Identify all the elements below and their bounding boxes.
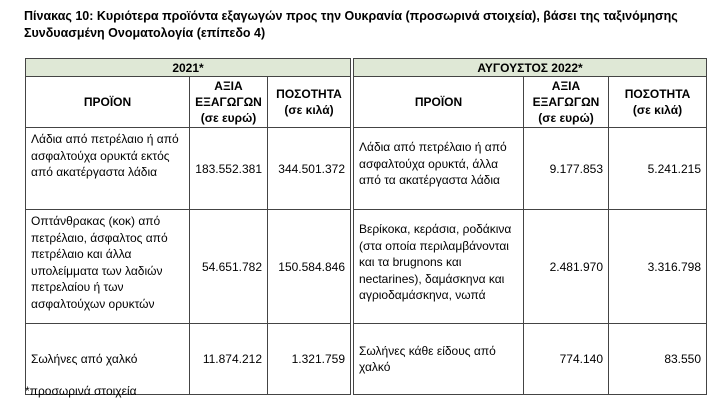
period-august-2022: ΑΥΓΟΥΣΤΟΣ 2022* bbox=[354, 59, 707, 77]
header-qty-right: ΠΟΣΟΤΗΤΑ (σε κιλά) bbox=[609, 77, 707, 128]
qty-right: 5.241.215 bbox=[609, 128, 707, 210]
table-row bbox=[26, 210, 707, 324]
product-right: Λάδια από πετρέλαιο ή από ασφαλτούχα ορυκτά, άλλα από τα ακατέργαστα λάδια bbox=[354, 128, 524, 210]
qty-left: 344.501.372 bbox=[268, 128, 351, 210]
product-right: Βερίκοκα, κεράσια, ροδάκινα (στα οποία περιλαμβάνονται και τα brugnons και nectarines), δαμάσκηνα και αγριοδαμάσκηνα, νωπά bbox=[354, 210, 524, 324]
value-left: 11.874.212 bbox=[190, 324, 268, 395]
product-left: Οπτάνθρακας (κοκ) από πετρέλαιο, άσφαλτος από πετρέλαιο και άλλα υπολείμματα των λαδιών πετρελαίου ή των ασφαλτούχων ορυκτών bbox=[26, 210, 190, 324]
value-left: 54.651.782 bbox=[190, 210, 268, 324]
value-left: 183.552.381 bbox=[190, 128, 268, 210]
value-right: 2.481.970 bbox=[524, 210, 609, 324]
product-right: Σωλήνες κάθε είδους από χαλκό bbox=[354, 324, 524, 395]
qty-left: 1.321.759 bbox=[268, 324, 351, 395]
period-header-row bbox=[26, 59, 707, 77]
header-product-left: ΠΡΟΪΟΝ bbox=[26, 77, 190, 128]
header-product-right: ΠΡΟΪΟΝ bbox=[354, 77, 524, 128]
header-qty-left: ΠΟΣΟΤΗΤΑ (σε κιλά) bbox=[268, 77, 351, 128]
qty-right: 3.316.798 bbox=[609, 210, 707, 324]
exports-table bbox=[25, 58, 707, 395]
header-value-left: ΑΞΙΑ ΕΞΑΓΩΓΩΝ (σε ευρώ) bbox=[190, 77, 268, 128]
product-left: Λάδια από πετρέλαιο ή από ασφαλτούχα ορυκτά εκτός από ακατέργαστα λάδια bbox=[26, 128, 190, 210]
table-row bbox=[26, 128, 707, 210]
value-right: 774.140 bbox=[524, 324, 609, 395]
column-header-row bbox=[26, 77, 707, 128]
value-right: 9.177.853 bbox=[524, 128, 609, 210]
product-left: Σωλήνες από χαλκό bbox=[26, 324, 190, 395]
qty-right: 83.550 bbox=[609, 324, 707, 395]
table-caption: Πίνακας 10: Κυριότερα προϊόντα εξαγωγών προς την Ουκρανία (προσωρινά στοιχεία), βάσει της ταξινόμησης Συνδυασμένη Ονοματολογία (επίπεδο 4) bbox=[24, 9, 678, 40]
period-2021: 2021* bbox=[26, 59, 351, 77]
qty-left: 150.584.846 bbox=[268, 210, 351, 324]
header-value-right: ΑΞΙΑ ΕΞΑΓΩΓΩΝ (σε ευρώ) bbox=[524, 77, 609, 128]
footnote: *προσωρινά στοιχεία bbox=[25, 384, 137, 398]
